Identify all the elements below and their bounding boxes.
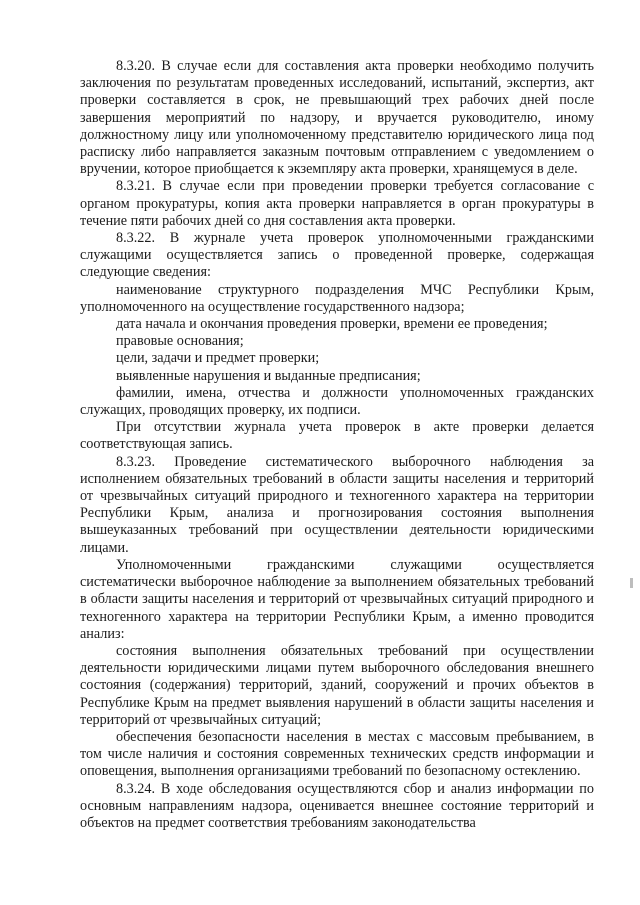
list-item-goals: цели, задачи и предмет проверки; <box>116 350 320 367</box>
list-item-violations: выявленные нарушения и выданные предписания; <box>116 367 421 384</box>
paragraph-8-3-21: 8.3.21. В случае если при проведении проверки требуется согласование с органом прокуратуры, копия акта проверки направляется в орган прокуратуры в течение пяти рабочих дней со дня составления акта проверки. <box>80 178 594 229</box>
paragraph-8-3-24: 8.3.24. В ходе обследования осуществляются сбор и анализ информации по основным направлениям надзора, оценивается внешнее состояние территорий и объектов на предмет соответствия требованиям законодательства <box>80 780 594 831</box>
paragraph-8-3-20: 8.3.20. В случае если для составления акта проверки необходимо получить заключения по результатам проведенных исследований, испытаний, экспертиз, акт проверки составляется в срок, не превышающий трех рабочих дней после завершения мероприятий по надзору, и вручается руководителю, иному должностному лицу или уполномоченному представителю юридического лица под расписку либо направляется заказным почтовым отправлением с уведомлением о вручении, которое приобщается к экземпляру акта проверки, хранящемуся в деле. <box>80 58 594 178</box>
paragraph-8-3-23: 8.3.23. Проведение систематического выборочного наблюдения за исполнением обязательных требований в области защиты населения и территорий от чрезвычайных ситуаций природного и техногенного характера на территории Республики Крым, анализа и прогнозирования состояния выполнения вышеуказанных требований при осуществлении деятельности юридическими лицами. <box>80 453 594 556</box>
list-item-unit-name: наименование структурного подразделения МЧС Республики Крым, уполномоченного на осуществление государственного надзора; <box>80 281 594 315</box>
list-item-safety: обеспечения безопасности населения в местах с массовым пребыванием, в том числе наличия и состояния современных технических средств информации и оповещения, выполнения организациями требований по безопасному остеклению. <box>80 728 594 780</box>
paragraph-observation: Уполномоченными гражданскими служащими осуществляется систематически выборочное наблюдение за выполнением обязательных требований в области защиты населения и территорий от чрезвычайных ситуаций природного и техногенного характера на территории Республики Крым, а именно проводится анализ: <box>80 556 594 642</box>
list-item-dates: дата начала и окончания проведения проверки, времени ее проведения; <box>116 316 548 333</box>
paragraph-no-journal: При отсутствии журнала учета проверок в акте проверки делается соответствующая запись. <box>80 419 594 453</box>
scan-edge-mark <box>630 578 633 588</box>
list-item-inspectors: фамилии, имена, отчества и должности уполномоченных гражданских служащих, проводящих проверку, их подписи. <box>80 384 594 419</box>
list-item-legal-basis: правовые основания; <box>116 333 244 350</box>
document-body <box>80 58 594 832</box>
paragraph-8-3-22: 8.3.22. В журнале учета проверок уполномоченными гражданскими служащими осуществляется запись о проведенной проверке, содержащая следующие сведения: <box>80 230 594 281</box>
list-item-requirements-state: состояния выполнения обязательных требований при осуществлении деятельности юридическими лицами путем выборочного обследования внешнего состояния (содержания) территорий, зданий, сооружений и прочих объектов в Республике Крым на предмет выявления нарушений в области защиты населения и территорий от чрезвычайных ситуаций; <box>80 642 594 728</box>
